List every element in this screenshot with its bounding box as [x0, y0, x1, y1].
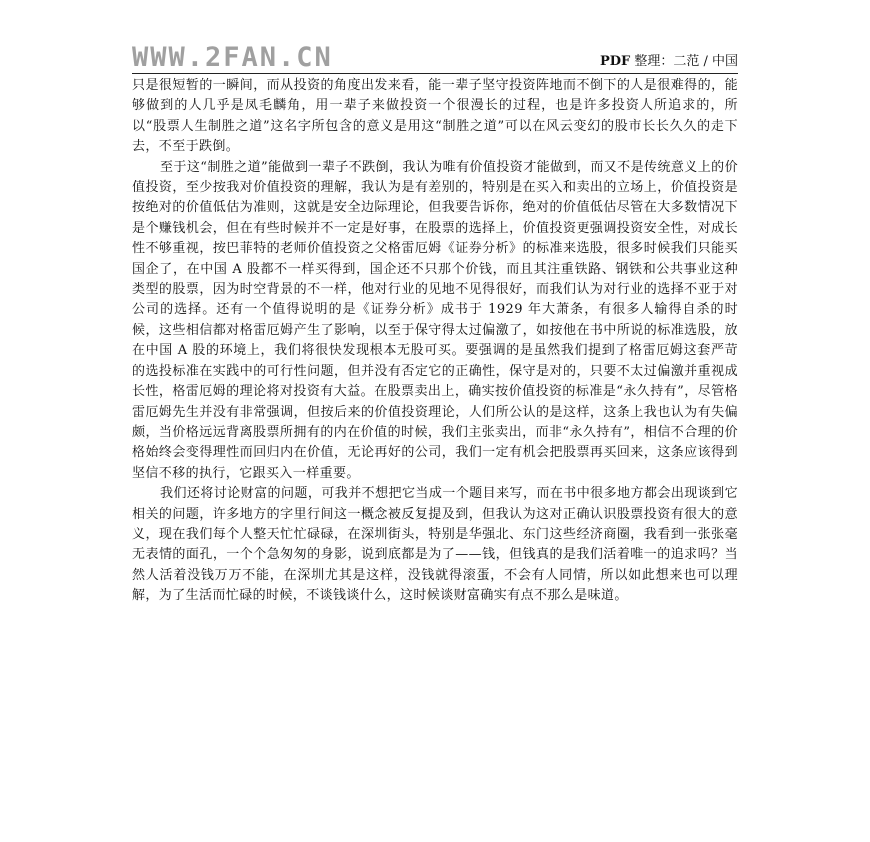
pdf-label: PDF	[599, 54, 631, 69]
paragraph-3: 我们还将讨论财富的问题，可我并不想把它当成一个题目来写，而在书中很多地方都会出现谈到它相关的问题，许多地方的字里行间这一概念被反复提及到，但我认为这对正确认识股票投资有很大的意义，现在我们每个人整天忙忙碌碌，在深圳街头，特别是华强北、东门这些经济商圈，我看到一张张毫无表情的面孔，一个个急匆匆的身影，说到底都是为了——钱，但钱真的是我们活着唯一的追求吗？当然人活着没钱万万不能，在深圳尤其是这样，没钱就得滚蛋，不会有人同情，所以如此想来也可以理解，为了生活而忙碌的时候，不谈钱谈什么，这时候谈财富确实有点不那么是味道。	[132, 486, 738, 604]
page-header	[132, 40, 738, 74]
site-logo: WWW.2FAN.CN	[132, 42, 333, 73]
paragraph-1: 只是很短暂的一瞬间，而从投资的角度出发来看，能一辈子坚守投资阵地而不倒下的人是很难得的，能够做到的人几乎是凤毛麟角，用一辈子来做投资一个很漫长的过程，也是许多投资人所追求的，所以“股票人生制胜之道”这名字所包含的意义是用这“制胜之道”可以在风云变幻的股市长长久久的走下去，不至于跌倒。	[132, 78, 738, 155]
paragraph-2: 至于这“制胜之道”能做到一辈子不跌倒，我认为唯有价值投资才能做到，而又不是传统意义上的价值投资，至少按我对价值投资的理解，我认为是有差别的，特别是在买入和卖出的立场上，价值投资是按绝对的价值低估为准则，这就是安全边际理论，但我要告诉你，绝对的价值低估尽管在大多数情况下是个赚钱机会，但在有些时候并不一定是好事，在股票的选择上，价值投资更强调投资安全性，对成长性不够重视，按巴菲特的老师价值投资之父格雷厄姆《证券分析》的标准来选股，很多时候我们只能买国企了，在中国 A 股都不一样买得到，国企还不只那个价钱，而且其注重铁路、钢铁和公共事业这种类型的股票，因为时空背景的不一样，他对行业的见地不见得很好，而我们认为对行业的选择不亚于对公司的选择。还有一个值得说明的是《证券分析》成书于 1929 年大萧条，有很多人输得自杀的时候，这些相信都对格雷厄姆产生了影响，以至于保守得太过偏激了，如按他在书中所说的标准选股，放在中国 A 股的环境上，我们将很快发现根本无股可买。要强调的是虽然我们提到了格雷厄姆这套严苛的选投标准在实践中的可行性问题，但并没有否定它的正确性，保守是对的，只要不太过偏激并重视成长性，格雷厄姆的理论将对投资有大益。在股票卖出上，确实按价值投资的标准是“永久持有”，尽管格雷厄姆先生并没有非常强调，但按后来的价值投资理论，人们所公认的是这样，这条上我也认为有失偏颇，当价格远远背离股票所拥有的内在价值的时候，我们主张卖出，而非“永久持有”，相信不合理的价格始终会变得理性而回归内在价值，无论再好的公司，我们一定有机会把股票再买回来，这条应该得到坚信不移的执行，它跟买入一样重要。	[132, 159, 738, 481]
document-body	[132, 76, 738, 607]
header-credit-text: 整理：二范 / 中国	[630, 54, 738, 69]
header-credit	[600, 53, 738, 71]
header-rule	[132, 73, 738, 74]
